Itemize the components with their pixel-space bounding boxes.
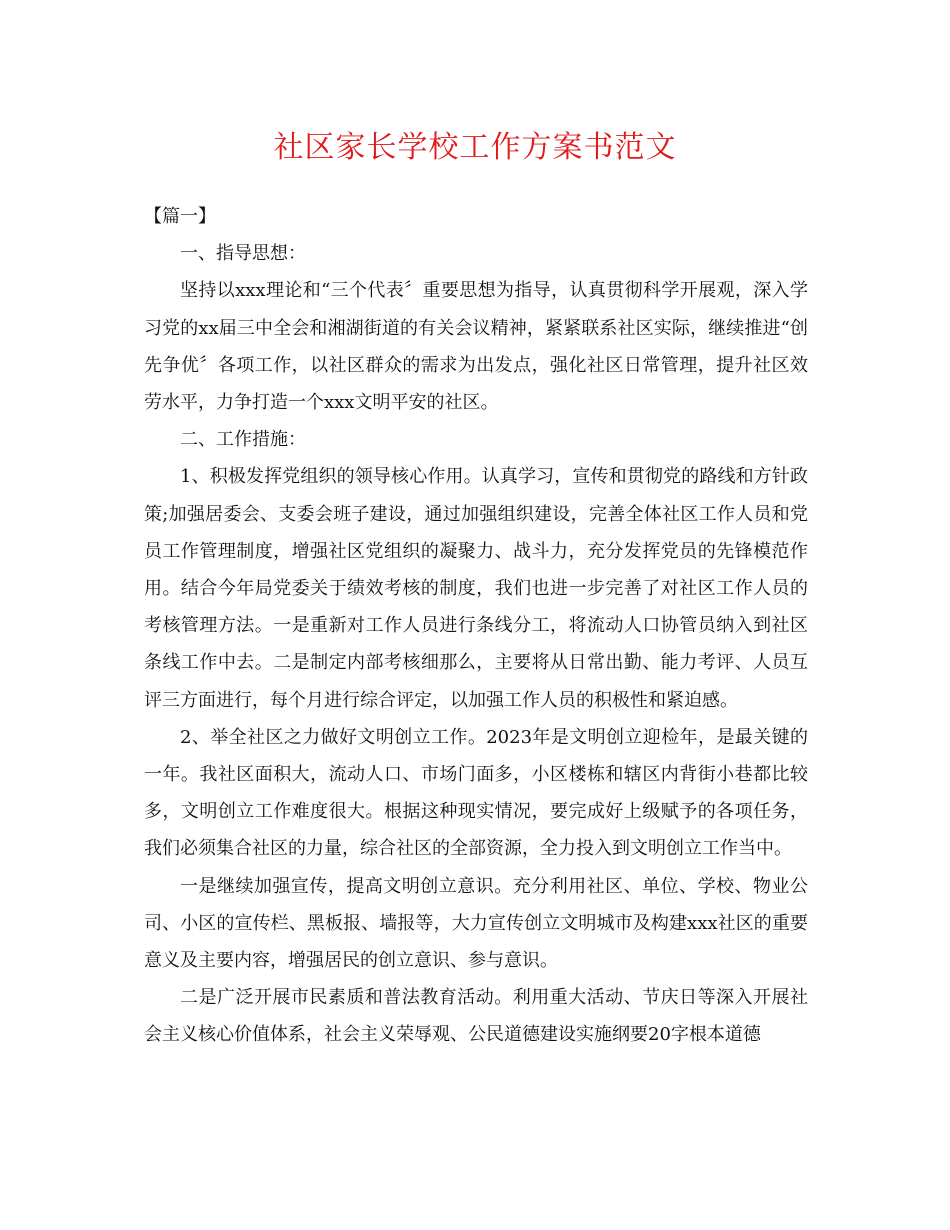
paragraph-guiding-thought: 坚持以xxx理论和“三个代表〞重要思想为指导，认真贯彻科学开展观，深入学习党的xx届三中全会和湘湖街道的有关会议精神，紧紧联系社区实际，继续推进“创先争优〞各项工作，以社区群众的需求为出发点，强化社区日常管理，提升社区效劳水平，力争打造一个xxx文明平安的社区。 — [144, 280, 808, 414]
heading-work-measures: 二、工作措施： — [180, 429, 306, 451]
paragraph-education: 二是广泛开展市民素质和普法教育活动。利用重大活动、节庆日等深入开展社会主义核心价值体系，社会主义荣辱观、公民道德建设实施纲要20字根本道德 — [144, 987, 808, 1046]
document-title: 社区家长学校工作方案书范文 — [273, 130, 677, 165]
paragraph-publicity: 一是继续加强宣传，提高文明创立意识。充分利用社区、单位、学校、物业公司、小区的宣传栏、黑板报、墙报等，大力宣传创立文明城市及构建xxx社区的重要意义及主要内容，增强居民的创立意识、参与意识。 — [144, 875, 808, 972]
heading-guiding-thought: 一、指导思想： — [180, 243, 306, 265]
paragraph-measure-1: 1、积极发挥党组织的领导核心作用。认真学习，宣传和贯彻党的路线和方针政策;加强居委会、支委会班子建设，通过加强组织建设，完善全体社区工作人员和党员工作管理制度，增强社区党组织的凝聚力、战斗力，充分发挥党员的先锋模范作用。结合今年局党委关于绩效考核的制度，我们也进一步完善了对社区工作人员的考核管理方法。一是重新对工作人员进行条线分工，将流动人口协管员纳入到社区条线工作中去。二是制定内部考核细那么，主要将从日常出勤、能力考评、人员互评三方面进行，每个月进行综合评定，以加强工作人员的积极性和紧迫感。 — [144, 466, 808, 711]
paragraph-measure-2: 2、举全社区之力做好文明创立工作。2023年是文明创立迎检年，是最关键的一年。我社区面积大，流动人口、市场门面多，小区楼栋和辖区内背街小巷都比较多，文明创立工作难度很大。根据这种现实情况，要完成好上级赋予的各项任务，我们必须集合社区的力量，综合社区的全部资源，全力投入到文明创立工作当中。 — [144, 726, 808, 860]
document-body — [144, 198, 808, 1054]
section-label: 【篇一】 — [144, 206, 216, 227]
